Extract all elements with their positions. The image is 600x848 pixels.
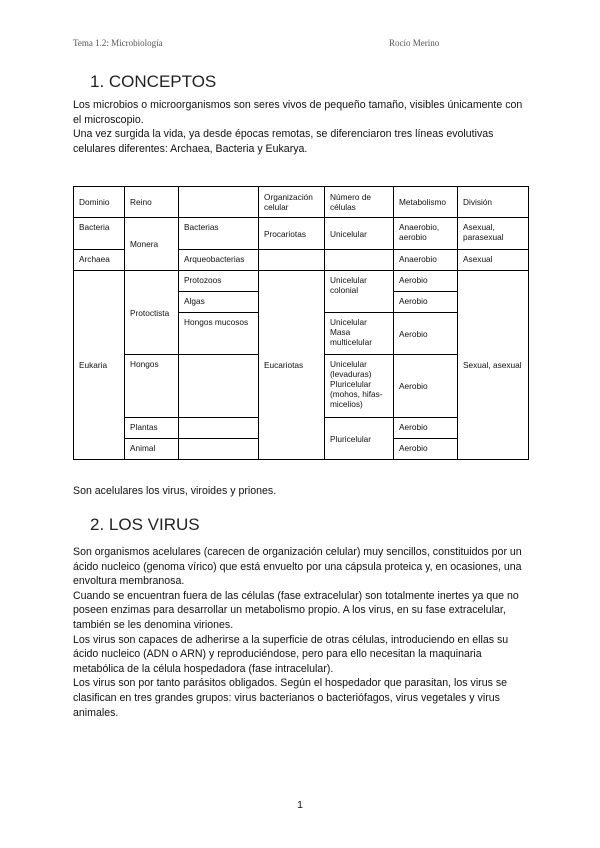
- header-cell: [179, 187, 259, 218]
- intro-text: [73, 98, 533, 156]
- header-cell: Número de células: [325, 187, 394, 218]
- table-cell: Unicelular colonial: [325, 271, 394, 313]
- table-header-row: [74, 187, 529, 218]
- table-cell: Eucariotas: [259, 271, 325, 460]
- table-cell: [259, 250, 325, 271]
- header-right: Rocío Merino: [389, 38, 440, 48]
- table-row: [74, 271, 529, 292]
- table-cell: Bacteria: [74, 218, 125, 250]
- table-cell: [179, 355, 259, 418]
- table-cell: Unicelular (levaduras) Pluricelular (mohos, hifas-micelios): [325, 355, 394, 418]
- virus-paragraph: Son organismos acelulares (carecen de organización celular) muy sencillos, constituidos por un ácido nucleico (genoma vírico) que está envuelto por una cápsula proteica y, en ocasiones, una envoltura membranosa.: [73, 546, 522, 588]
- table-cell: Aerobio: [394, 418, 458, 439]
- table-cell: Animal: [125, 439, 179, 460]
- virus-paragraph: Los virus son capaces de adherirse a la superficie de otras células, introduciendo en ellas su ácido nucleico (ADN o ARN) y reproduciéndose, pero para ello necesitan la maquinaria metabólica de la célula hospedadora (fase intracelular).: [73, 633, 509, 675]
- section-title-virus: 2. LOS VIRUS: [90, 515, 200, 534]
- intro-paragraph: Una vez surgida la vida, ya desde épocas remotas, se diferenciaron tres líneas evolutivas celulares diferentes: Archaea, Bacteria y Eukarya.: [73, 128, 494, 155]
- classification-table: [73, 186, 529, 460]
- table-cell: [179, 418, 259, 439]
- table-cell: Protoctista: [125, 271, 179, 355]
- virus-paragraph: Los virus son por tanto parásitos obligados. Según el hospedador que parasitan, los virus se clasifican en tres grandes grupos: virus bacterianos o bacteriófagos, virus vegetales y virus animales.: [73, 677, 508, 719]
- table-cell: Bacterias: [179, 218, 259, 250]
- header-cell: Reino: [125, 187, 179, 218]
- table-cell: Aerobio: [394, 439, 458, 460]
- virus-text: [73, 545, 533, 720]
- table-cell: Pluricelular: [325, 418, 394, 460]
- section-title-conceptos: 1. CONCEPTOS: [90, 72, 217, 91]
- table-cell: Unicelular Masa multicelular: [325, 313, 394, 355]
- table-cell: Aerobio: [394, 355, 458, 418]
- header-cell: División: [458, 187, 529, 218]
- table-cell: Hongos: [125, 355, 179, 418]
- header-left: Tema 1.2: Microbiología: [73, 38, 163, 48]
- table-cell: Sexual, asexual: [458, 271, 529, 460]
- virus-paragraph: Cuando se encuentran fuera de las células (fase extracelular) son totalmente inertes ya que no poseen enzimas para desarrollar un metabolismo propio. A los virus, en su fase extracelular, también se les denomina viriones.: [73, 589, 519, 631]
- table-cell: Aerobio: [394, 292, 458, 313]
- table-cell: Eukaria: [74, 271, 125, 460]
- table-cell: Plantas: [125, 418, 179, 439]
- header-cell: Organización celular: [259, 187, 325, 218]
- table-cell: Asexual, parasexual: [458, 218, 529, 250]
- table-cell: Aerobio: [394, 313, 458, 355]
- acelulares-note: Son acelulares los virus, viroides y priones.: [73, 485, 277, 497]
- table-cell: [179, 439, 259, 460]
- table-cell: Anaerobio: [394, 250, 458, 271]
- header-cell: Metabolismo: [394, 187, 458, 218]
- intro-paragraph: Los microbios o microorganismos son seres vivos de pequeño tamaño, visibles únicamente con el microscopio.: [73, 99, 523, 126]
- table-cell: Asexual: [458, 250, 529, 271]
- table-cell: Anaerobio, aerobio: [394, 218, 458, 250]
- table-cell: Protozoos: [179, 271, 259, 292]
- table-row: [74, 218, 529, 250]
- table-cell: Arqueobacterias: [179, 250, 259, 271]
- header-cell: Dominio: [74, 187, 125, 218]
- table-cell: Monera: [125, 218, 179, 271]
- table-cell: Hongos mucosos: [179, 313, 259, 355]
- page-number: 1: [297, 799, 303, 811]
- table-cell: Algas: [179, 292, 259, 313]
- table-cell: Procariotas: [259, 218, 325, 250]
- table-cell: Aerobio: [394, 271, 458, 292]
- table-cell: Archaea: [74, 250, 125, 271]
- table-cell: Unicelular: [325, 218, 394, 250]
- table-cell: [325, 250, 394, 271]
